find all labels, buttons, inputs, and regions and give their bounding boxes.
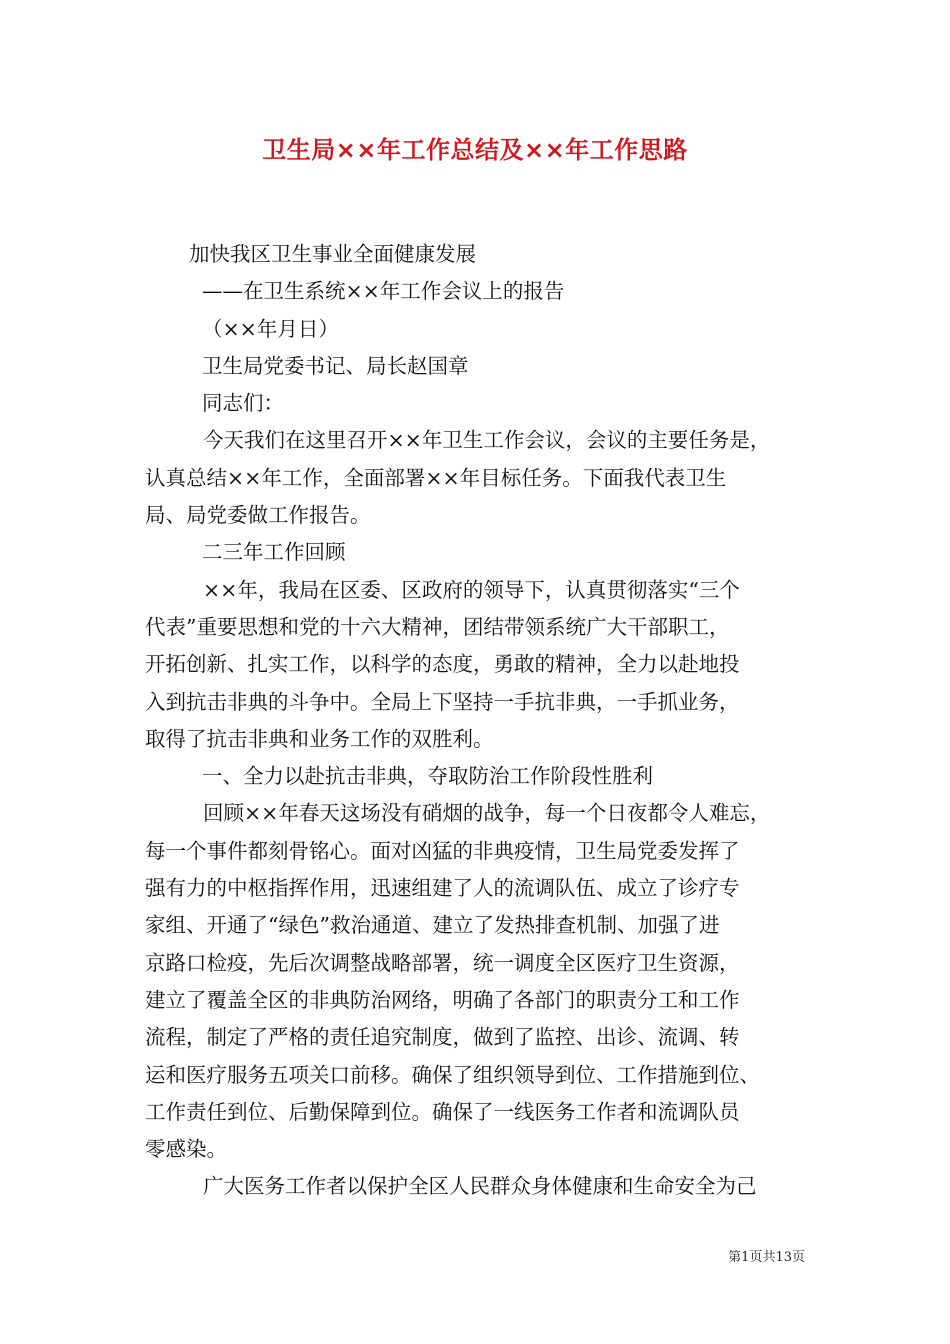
paragraph-line: 今天我们在这里召开××年卫生工作会议，会议的主要任务是， <box>203 428 771 453</box>
paragraph-line: 开拓创新、扎实工作，以科学的态度，勇敢的精神，全力以赴地投 <box>145 652 740 677</box>
document-title: 卫生局××年工作总结及××年工作思路 <box>262 136 688 164</box>
paragraph-line: 广大医务工作者以保护全区人民群众身体健康和生命安全为己 <box>203 1174 757 1199</box>
paragraph-line: 认真总结××年工作，全面部署××年目标任务。下面我代表卫生 <box>145 465 727 490</box>
paragraph-line: 强有力的中枢指挥作用，迅速组建了人的流调队伍、成立了诊疗专 <box>145 876 740 901</box>
paragraph-line: 取得了抗击非典和业务工作的双胜利。 <box>145 726 494 751</box>
paragraph-line: 运和医疗服务五项关口前移。确保了组织领导到位、工作措施到位、 <box>145 1062 760 1087</box>
report-date: （××年月日） <box>202 316 339 341</box>
paragraph-line: 代表”重要思想和党的十六大精神，团结带领系统广大干部职工， <box>145 614 730 639</box>
salutation: 同志们： <box>202 391 284 416</box>
report-occasion: ——在卫生系统××年工作会议上的报告 <box>202 279 565 304</box>
page-number: 第1页共13页 <box>728 1250 805 1265</box>
section-heading: 一、全力以赴抗击非典，夺取防治工作阶段性胜利 <box>202 764 653 789</box>
paragraph-line: 每一个事件都刻骨铭心。面对凶猛的非典疫情，卫生局党委发挥了 <box>145 838 740 863</box>
paragraph-line: 京路口检疫，先后次调整战略部署，统一调度全区医疗卫生资源， <box>145 950 740 975</box>
paragraph-line: 家组、开通了“绿色”救治通道、建立了发热排查机制、加强了进 <box>145 913 720 938</box>
paragraph-line: ××年，我局在区委、区政府的领导下，认真贯彻落实“三个 <box>203 577 740 602</box>
section-heading: 二三年工作回顾 <box>202 540 346 565</box>
subtitle: 加快我区卫生事业全面健康发展 <box>189 242 476 266</box>
document-body <box>145 236 825 1206</box>
paragraph-line: 局、局党委做工作报告。 <box>145 503 371 528</box>
paragraph-line: 回顾××年春天这场没有硝烟的战争，每一个日夜都令人难忘， <box>203 801 771 826</box>
paragraph-line: 工作责任到位、后勤保障到位。确保了一线医务工作者和流调队员 <box>145 1099 740 1124</box>
paragraph-line: 流程，制定了严格的责任追究制度，做到了监控、出诊、流调、转 <box>145 1025 740 1050</box>
paragraph-line: 零感染。 <box>145 1137 227 1162</box>
author-line: 卫生局党委书记、局长赵国章 <box>202 353 469 378</box>
paragraph-line: 入到抗击非典的斗争中。全局上下坚持一手抗非典，一手抓业务， <box>145 689 740 714</box>
paragraph-line: 建立了覆盖全区的非典防治网络，明确了各部门的职责分工和工作 <box>145 987 740 1012</box>
